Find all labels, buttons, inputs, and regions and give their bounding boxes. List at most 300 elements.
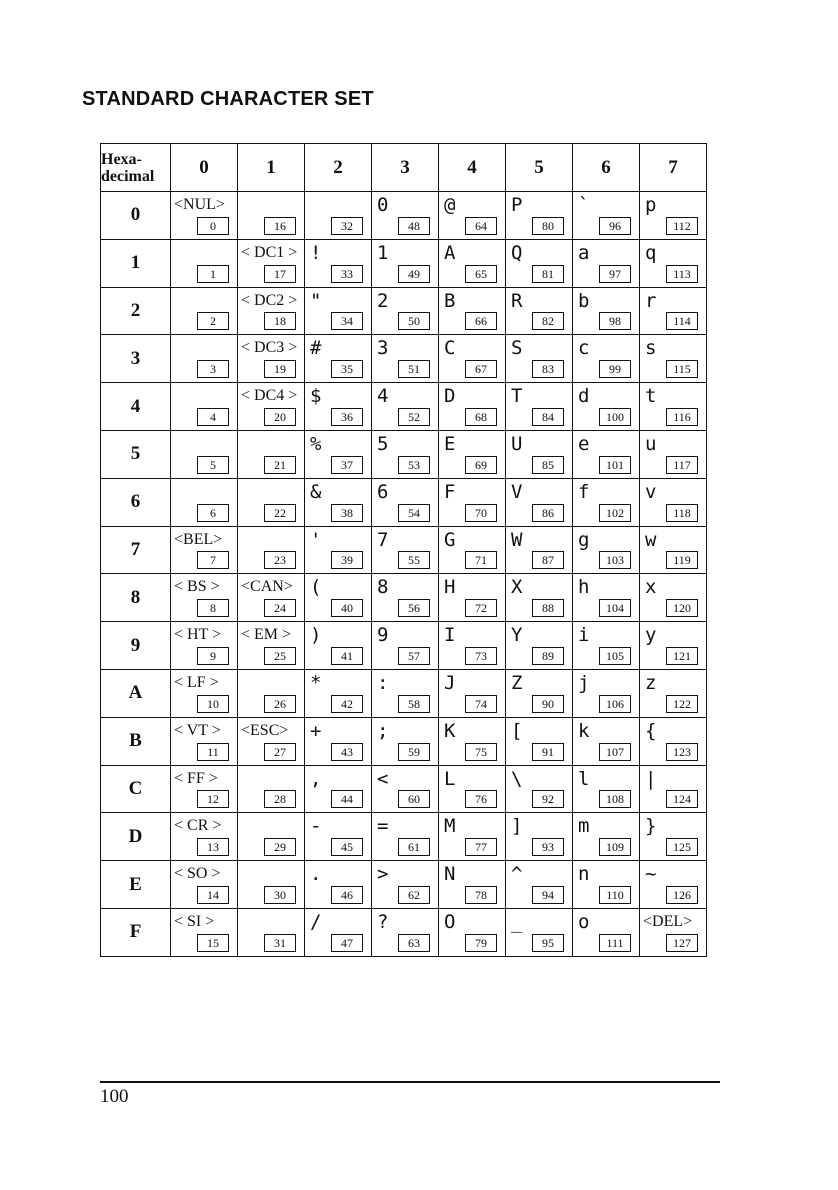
decimal-code-box: 99: [599, 360, 631, 378]
decimal-code-box: 49: [398, 265, 430, 283]
page-number: 100: [100, 1086, 129, 1107]
character-cell: [372, 861, 439, 909]
decimal-code-box: 31: [264, 934, 296, 952]
character-glyph: }: [645, 815, 657, 838]
row-header: B: [101, 717, 171, 765]
decimal-code-box: 117: [666, 456, 698, 474]
character-cell: [640, 813, 707, 861]
character-glyph: 7: [377, 528, 389, 551]
character-glyph: .: [310, 863, 322, 886]
character-cell: [439, 192, 506, 240]
character-glyph: B: [444, 289, 456, 312]
decimal-code-box: 67: [465, 360, 497, 378]
character-cell: [372, 239, 439, 287]
character-glyph: *: [310, 671, 322, 694]
character-glyph: 9: [377, 624, 389, 647]
column-header: 0: [171, 144, 238, 192]
character-glyph: m: [578, 815, 590, 838]
character-cell: [372, 430, 439, 478]
character-glyph: <CAN>: [241, 578, 293, 596]
character-set-table: [100, 143, 707, 957]
decimal-code-box: 78: [465, 886, 497, 904]
character-cell: [238, 813, 305, 861]
decimal-code-box: 71: [465, 551, 497, 569]
character-cell: [372, 335, 439, 383]
character-cell: [305, 908, 372, 956]
character-cell: [640, 861, 707, 909]
row-header: D: [101, 813, 171, 861]
row-header: 5: [101, 430, 171, 478]
column-header: 1: [238, 144, 305, 192]
character-cell: [171, 574, 238, 622]
character-glyph: 1: [377, 241, 389, 264]
decimal-code-box: 28: [264, 790, 296, 808]
character-glyph: j: [578, 671, 590, 694]
decimal-code-box: 5: [197, 456, 229, 474]
decimal-code-box: 7: [197, 551, 229, 569]
character-cell: [640, 526, 707, 574]
character-cell: [305, 335, 372, 383]
decimal-code-box: 104: [599, 599, 631, 617]
character-glyph: ': [310, 528, 322, 551]
decimal-code-box: 35: [331, 360, 363, 378]
decimal-code-box: 15: [197, 934, 229, 952]
decimal-code-box: 45: [331, 838, 363, 856]
character-glyph: < CR >: [174, 817, 222, 835]
decimal-code-box: 82: [532, 312, 564, 330]
decimal-code-box: 52: [398, 408, 430, 426]
decimal-code-box: 18: [264, 312, 296, 330]
character-cell: [640, 717, 707, 765]
character-glyph: |: [645, 767, 657, 790]
character-cell: [439, 669, 506, 717]
decimal-code-box: 119: [666, 551, 698, 569]
character-glyph: < VT >: [174, 721, 221, 739]
character-cell: [506, 622, 573, 670]
character-cell: [640, 192, 707, 240]
character-glyph: >: [377, 863, 389, 886]
decimal-code-box: 65: [465, 265, 497, 283]
character-cell: [506, 478, 573, 526]
decimal-code-box: 29: [264, 838, 296, 856]
row-header: 6: [101, 478, 171, 526]
character-glyph: %: [310, 432, 322, 455]
character-cell: [439, 478, 506, 526]
decimal-code-box: 89: [532, 647, 564, 665]
decimal-code-box: 48: [398, 217, 430, 235]
character-glyph: `: [578, 194, 590, 216]
character-cell: [506, 239, 573, 287]
decimal-code-box: 51: [398, 360, 430, 378]
decimal-code-box: 60: [398, 790, 430, 808]
decimal-code-box: 37: [331, 456, 363, 474]
character-glyph: Q: [511, 241, 523, 264]
character-cell: [238, 478, 305, 526]
decimal-code-box: 113: [666, 265, 698, 283]
character-cell: [372, 717, 439, 765]
character-glyph: z: [645, 671, 657, 694]
character-glyph: < SI >: [174, 912, 215, 930]
decimal-code-box: 106: [599, 695, 631, 713]
character-cell: [305, 574, 372, 622]
table-row: [101, 192, 707, 240]
decimal-code-box: 105: [599, 647, 631, 665]
character-glyph: 4: [377, 385, 389, 408]
row-header: 2: [101, 287, 171, 335]
decimal-code-box: 75: [465, 743, 497, 761]
decimal-code-box: 61: [398, 838, 430, 856]
column-header: 5: [506, 144, 573, 192]
decimal-code-box: 114: [666, 312, 698, 330]
character-glyph: 8: [377, 576, 389, 599]
character-glyph: <BEL>: [174, 530, 223, 548]
decimal-code-box: 42: [331, 695, 363, 713]
character-cell: [238, 335, 305, 383]
character-glyph: <: [377, 767, 389, 790]
character-cell: [640, 622, 707, 670]
character-cell: [573, 192, 640, 240]
character-glyph: I: [444, 624, 456, 647]
character-cell: [305, 383, 372, 431]
character-glyph: M: [444, 815, 456, 838]
character-cell: [439, 335, 506, 383]
table-row: [101, 813, 707, 861]
character-cell: [573, 717, 640, 765]
character-cell: [171, 239, 238, 287]
decimal-code-box: 3: [197, 360, 229, 378]
character-glyph: [: [511, 719, 523, 742]
decimal-code-box: 70: [465, 504, 497, 522]
character-cell: [238, 383, 305, 431]
character-cell: [305, 239, 372, 287]
character-cell: [640, 765, 707, 813]
character-glyph: h: [578, 576, 590, 599]
column-header: 2: [305, 144, 372, 192]
character-glyph: a: [578, 241, 590, 264]
character-glyph: < EM >: [241, 626, 292, 644]
character-cell: [238, 669, 305, 717]
character-glyph: v: [645, 480, 657, 503]
character-cell: [305, 717, 372, 765]
character-cell: [439, 622, 506, 670]
character-cell: [372, 383, 439, 431]
character-glyph: ,: [310, 767, 322, 790]
decimal-code-box: 108: [599, 790, 631, 808]
character-glyph: < DC3 >: [241, 339, 298, 357]
character-glyph: l: [578, 767, 590, 790]
decimal-code-box: 1: [197, 265, 229, 283]
character-glyph: k: [578, 719, 590, 742]
table-row: [101, 861, 707, 909]
character-glyph: N: [444, 863, 456, 886]
character-glyph: w: [645, 528, 657, 551]
character-glyph: <DEL>: [643, 912, 693, 930]
decimal-code-box: 36: [331, 408, 363, 426]
character-cell: [640, 430, 707, 478]
character-glyph: E: [444, 432, 456, 455]
decimal-code-box: 79: [465, 934, 497, 952]
decimal-code-box: 63: [398, 934, 430, 952]
decimal-code-box: 21: [264, 456, 296, 474]
character-cell: [238, 765, 305, 813]
character-glyph: y: [645, 624, 657, 647]
character-glyph: #: [310, 337, 322, 360]
character-cell: [506, 765, 573, 813]
character-glyph: D: [444, 385, 456, 408]
character-glyph: < DC4 >: [241, 387, 298, 405]
character-cell: [573, 478, 640, 526]
decimal-code-box: 23: [264, 551, 296, 569]
decimal-code-box: 98: [599, 312, 631, 330]
character-cell: [640, 335, 707, 383]
decimal-code-box: 40: [331, 599, 363, 617]
decimal-code-box: 96: [599, 217, 631, 235]
character-glyph: \: [511, 767, 523, 790]
decimal-code-box: 124: [666, 790, 698, 808]
character-cell: [171, 478, 238, 526]
decimal-code-box: 95: [532, 934, 564, 952]
decimal-code-box: 59: [398, 743, 430, 761]
character-cell: [573, 765, 640, 813]
character-cell: [238, 239, 305, 287]
row-header: 4: [101, 383, 171, 431]
character-cell: [238, 526, 305, 574]
character-cell: [372, 765, 439, 813]
character-cell: [506, 669, 573, 717]
character-cell: [171, 383, 238, 431]
decimal-code-box: 84: [532, 408, 564, 426]
character-cell: [305, 478, 372, 526]
decimal-code-box: 100: [599, 408, 631, 426]
column-header: 3: [372, 144, 439, 192]
character-cell: [238, 430, 305, 478]
character-cell: [640, 287, 707, 335]
character-cell: [506, 383, 573, 431]
row-header: 9: [101, 622, 171, 670]
character-cell: [305, 669, 372, 717]
character-cell: [506, 192, 573, 240]
character-glyph: ]: [511, 815, 523, 838]
decimal-code-box: 68: [465, 408, 497, 426]
decimal-code-box: 74: [465, 695, 497, 713]
row-header: 8: [101, 574, 171, 622]
decimal-code-box: 44: [331, 790, 363, 808]
character-cell: [573, 861, 640, 909]
decimal-code-box: 24: [264, 599, 296, 617]
decimal-code-box: 115: [666, 360, 698, 378]
character-cell: [372, 287, 439, 335]
decimal-code-box: 4: [197, 408, 229, 426]
decimal-code-box: 12: [197, 790, 229, 808]
character-glyph: F: [444, 480, 456, 503]
character-glyph: s: [645, 337, 657, 360]
row-header: 0: [101, 192, 171, 240]
decimal-code-box: 14: [197, 886, 229, 904]
decimal-code-box: 19: [264, 360, 296, 378]
decimal-code-box: 25: [264, 647, 296, 665]
decimal-code-box: 20: [264, 408, 296, 426]
character-cell: [640, 239, 707, 287]
character-glyph: n: [578, 863, 590, 886]
character-cell: [640, 574, 707, 622]
table-row: [101, 717, 707, 765]
character-glyph: g: [578, 528, 590, 551]
character-cell: [439, 813, 506, 861]
character-cell: [506, 717, 573, 765]
decimal-code-box: 80: [532, 217, 564, 235]
character-glyph: < SO >: [174, 865, 221, 883]
character-glyph: < BS >: [174, 578, 220, 596]
decimal-code-box: 81: [532, 265, 564, 283]
character-cell: [439, 239, 506, 287]
character-cell: [171, 908, 238, 956]
table-body: [101, 192, 707, 957]
decimal-code-box: 120: [666, 599, 698, 617]
character-glyph: b: [578, 289, 590, 312]
column-header: 6: [573, 144, 640, 192]
decimal-code-box: 90: [532, 695, 564, 713]
character-cell: [439, 765, 506, 813]
character-cell: [573, 287, 640, 335]
character-glyph: < DC1 >: [241, 243, 298, 261]
character-glyph: <ESC>: [241, 721, 289, 739]
character-cell: [506, 813, 573, 861]
character-glyph: 0: [377, 194, 389, 216]
character-cell: [640, 478, 707, 526]
decimal-code-box: 116: [666, 408, 698, 426]
decimal-code-box: 92: [532, 790, 564, 808]
decimal-code-box: 125: [666, 838, 698, 856]
decimal-code-box: 38: [331, 504, 363, 522]
decimal-code-box: 10: [197, 695, 229, 713]
character-cell: [171, 669, 238, 717]
character-glyph: ^: [511, 863, 523, 886]
character-glyph: S: [511, 337, 523, 360]
character-cell: [238, 861, 305, 909]
character-glyph: L: [444, 767, 456, 790]
character-cell: [573, 622, 640, 670]
character-glyph: t: [645, 385, 657, 408]
character-cell: [439, 574, 506, 622]
decimal-code-box: 122: [666, 695, 698, 713]
decimal-code-box: 2: [197, 312, 229, 330]
decimal-code-box: 43: [331, 743, 363, 761]
table-row: [101, 574, 707, 622]
character-glyph: V: [511, 480, 523, 503]
corner-label-text: Hexa- decimal: [101, 150, 155, 185]
decimal-code-box: 101: [599, 456, 631, 474]
character-glyph: u: [645, 432, 657, 455]
character-glyph: T: [511, 385, 523, 408]
decimal-code-box: 46: [331, 886, 363, 904]
decimal-code-box: 97: [599, 265, 631, 283]
character-glyph: +: [310, 719, 322, 742]
character-glyph: 3: [377, 337, 389, 360]
character-glyph: < LF >: [174, 673, 219, 691]
character-cell: [305, 765, 372, 813]
decimal-code-box: 77: [465, 838, 497, 856]
character-cell: [573, 335, 640, 383]
character-glyph: :: [377, 671, 389, 694]
decimal-code-box: 109: [599, 838, 631, 856]
character-glyph: ;: [377, 719, 389, 742]
character-cell: [439, 383, 506, 431]
character-glyph: ": [310, 289, 322, 312]
character-glyph: p: [645, 194, 657, 216]
decimal-code-box: 39: [331, 551, 363, 569]
row-header: 7: [101, 526, 171, 574]
decimal-code-box: 53: [398, 456, 430, 474]
decimal-code-box: 127: [666, 934, 698, 952]
decimal-code-box: 57: [398, 647, 430, 665]
character-glyph: O: [444, 910, 456, 933]
character-cell: [573, 239, 640, 287]
character-cell: [305, 622, 372, 670]
character-cell: [573, 908, 640, 956]
row-header: A: [101, 669, 171, 717]
row-header: E: [101, 861, 171, 909]
character-cell: [640, 383, 707, 431]
decimal-code-box: 102: [599, 504, 631, 522]
decimal-code-box: 121: [666, 647, 698, 665]
character-glyph: -: [310, 815, 322, 838]
decimal-code-box: 58: [398, 695, 430, 713]
character-cell: [305, 813, 372, 861]
decimal-code-box: 66: [465, 312, 497, 330]
decimal-code-box: 41: [331, 647, 363, 665]
character-glyph: x: [645, 576, 657, 599]
character-cell: [372, 813, 439, 861]
decimal-code-box: 73: [465, 647, 497, 665]
character-cell: [573, 383, 640, 431]
character-cell: [640, 908, 707, 956]
table-row: [101, 335, 707, 383]
character-cell: [171, 717, 238, 765]
character-cell: [238, 574, 305, 622]
character-glyph: q: [645, 241, 657, 264]
character-glyph: _: [511, 910, 523, 933]
character-cell: [171, 287, 238, 335]
character-cell: [171, 813, 238, 861]
character-cell: [372, 669, 439, 717]
decimal-code-box: 13: [197, 838, 229, 856]
character-glyph: ?: [377, 910, 389, 933]
character-cell: [305, 861, 372, 909]
decimal-code-box: 54: [398, 504, 430, 522]
decimal-code-box: 94: [532, 886, 564, 904]
character-cell: [506, 430, 573, 478]
character-cell: [238, 192, 305, 240]
decimal-code-box: 30: [264, 886, 296, 904]
row-header: 1: [101, 239, 171, 287]
character-glyph: < DC2 >: [241, 291, 298, 309]
character-glyph: C: [444, 337, 456, 360]
decimal-code-box: 47: [331, 934, 363, 952]
character-glyph: H: [444, 576, 456, 599]
decimal-code-box: 118: [666, 504, 698, 522]
decimal-code-box: 69: [465, 456, 497, 474]
character-glyph: K: [444, 719, 456, 742]
character-glyph: < FF >: [174, 769, 218, 787]
character-glyph: U: [511, 432, 523, 455]
decimal-code-box: 16: [264, 217, 296, 235]
character-glyph: J: [444, 671, 456, 694]
character-glyph: /: [310, 910, 322, 933]
column-header: 4: [439, 144, 506, 192]
character-glyph: {: [645, 719, 657, 742]
decimal-code-box: 123: [666, 743, 698, 761]
character-cell: [439, 861, 506, 909]
